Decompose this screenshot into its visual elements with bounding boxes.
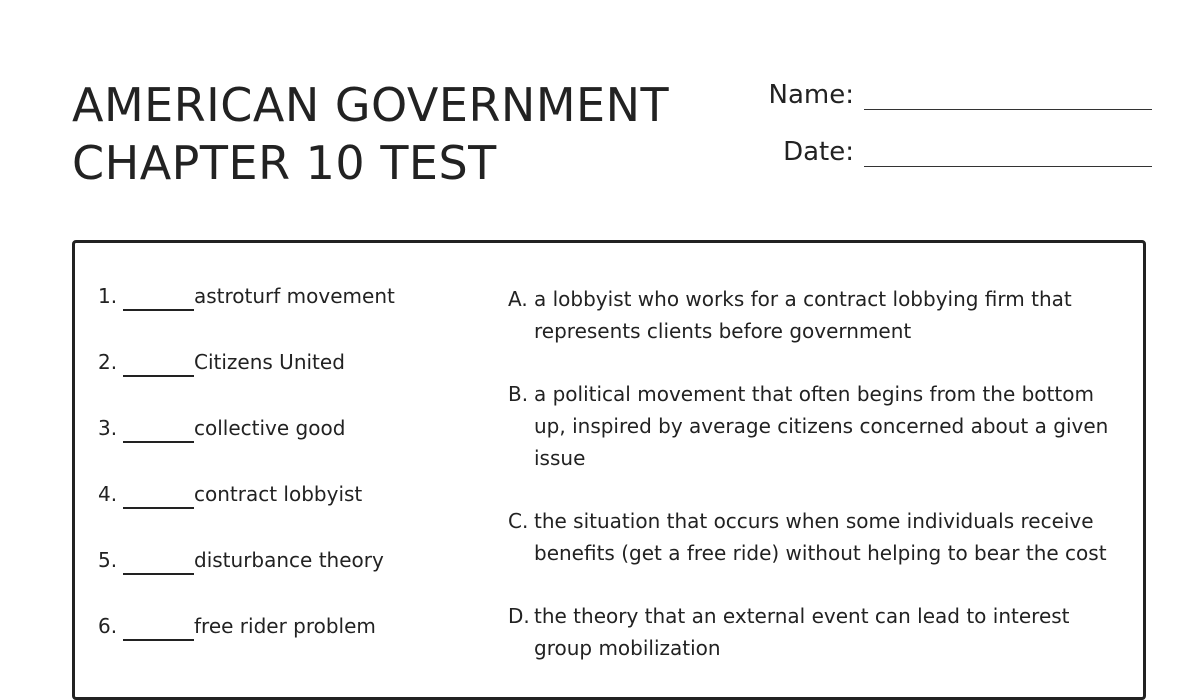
term-text: Citizens United: [194, 350, 345, 374]
definition-item-b: [508, 378, 1128, 474]
term-item-6: [98, 613, 395, 679]
definition-letter: B.: [508, 382, 529, 406]
definition-text: a political movement that often begins from the bottom up, inspired by average citizens concerned about a given issue: [534, 382, 1109, 470]
definitions-list: [508, 283, 1128, 695]
term-number: 3.: [98, 416, 118, 440]
test-title: [72, 76, 669, 192]
definition-letter: C.: [508, 509, 529, 533]
definition-text: the situation that occurs when some individuals receive benefits (get a free ride) without helping to bear the cost: [534, 509, 1107, 565]
term-number: 6.: [98, 614, 118, 638]
definition-item-a: [508, 283, 1128, 347]
term-item-1: [98, 283, 395, 349]
answer-blank[interactable]: [123, 547, 194, 575]
term-text: contract lobbyist: [194, 482, 363, 506]
definition-item-c: [508, 505, 1128, 569]
term-text: disturbance theory: [194, 548, 384, 572]
term-text: free rider problem: [194, 614, 376, 638]
term-item-4: [98, 481, 395, 547]
name-label: Name:: [768, 80, 854, 110]
term-number: 5.: [98, 548, 118, 572]
term-text: collective good: [194, 416, 346, 440]
date-label: Date:: [783, 137, 854, 167]
title-line-2: CHAPTER 10 TEST: [72, 136, 497, 190]
name-field: [769, 78, 1152, 112]
term-item-2: [98, 349, 395, 415]
answer-blank[interactable]: [123, 481, 194, 509]
definition-text: a lobbyist who works for a contract lobbying firm that represents clients before government: [534, 287, 1072, 343]
answer-blank[interactable]: [123, 613, 194, 641]
answer-blank[interactable]: [123, 349, 194, 377]
answer-blank[interactable]: [123, 415, 194, 443]
name-blank-line[interactable]: [864, 109, 1152, 110]
definition-text: the theory that an external event can lead to interest group mobilization: [534, 604, 1070, 660]
terms-list: [98, 283, 395, 679]
term-item-5: [98, 547, 395, 613]
definition-item-d: [508, 600, 1128, 664]
date-field: [783, 135, 1152, 169]
answer-blank[interactable]: [123, 283, 194, 311]
term-number: 2.: [98, 350, 118, 374]
term-text: astroturf movement: [194, 284, 395, 308]
term-item-3: [98, 415, 395, 481]
title-line-1: AMERICAN GOVERNMENT: [72, 78, 670, 132]
definition-letter: D.: [508, 604, 530, 628]
term-number: 1.: [98, 284, 118, 308]
term-number: 4.: [98, 482, 118, 506]
definition-letter: A.: [508, 287, 528, 311]
date-blank-line[interactable]: [864, 166, 1152, 167]
